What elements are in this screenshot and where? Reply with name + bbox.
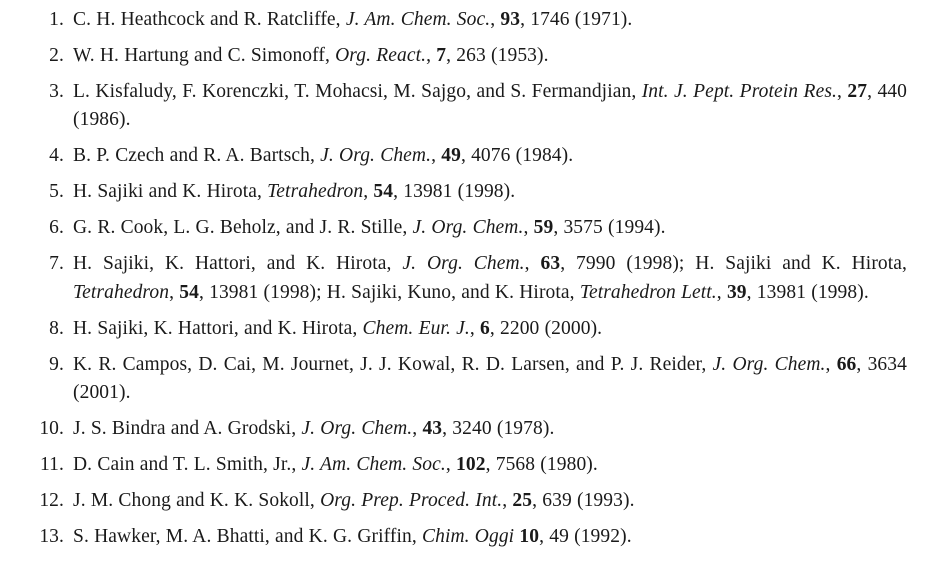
reference-segment: , 13981 (1998). <box>393 181 516 203</box>
reference-segment: H. Sajiki and K. Hirota, <box>73 181 268 203</box>
reference-item <box>26 78 907 135</box>
reference-number: 7. <box>49 253 64 275</box>
reference-segment: G. R. Cook, L. G. Beholz, and J. R. Stille, <box>73 217 413 239</box>
reference-segment: 63 <box>540 253 561 275</box>
reference-segment: 10 <box>519 526 540 548</box>
reference-number: 4. <box>49 145 64 167</box>
reference-segment: , <box>836 80 848 102</box>
reference-segment: W. H. Hartung and C. Simonoff, <box>73 44 336 66</box>
reference-segment: Tetrahedron Lett. <box>579 281 717 303</box>
reference-segment: , <box>431 145 442 167</box>
reference-segment: J. Org. Chem. <box>301 418 413 440</box>
reference-segment: 43 <box>422 418 443 440</box>
reference-segment: , 3240 (1978). <box>442 418 555 440</box>
reference-list <box>26 6 907 552</box>
reference-segment: J. Org. Chem. <box>402 253 525 275</box>
reference-segment: , 4076 (1984). <box>460 145 574 167</box>
reference-segment: , <box>426 44 437 66</box>
reference-segment: K. R. Campos, D. Cai, M. Journet, J. J. Kowal, R. D. Larsen, and P. J. Reider, <box>73 353 713 375</box>
reference-segment: 59 <box>533 217 554 239</box>
reference-segment: 39 <box>726 281 747 303</box>
reference-segment: 66 <box>836 353 857 375</box>
reference-segment: , 440 (1986). <box>73 80 908 131</box>
reference-segment: D. Cain and T. L. Smith, Jr., <box>73 454 302 476</box>
reference-segment: , 13981 (1998); H. Sajiki, Kuno, and K. Hirota, <box>198 281 580 303</box>
reference-segment: , <box>502 490 513 512</box>
reference-segment: S. Hawker, M. A. Bhatti, and K. G. Griffin, <box>73 526 422 548</box>
reference-item <box>26 250 907 307</box>
reference-segment: , <box>825 353 837 375</box>
reference-segment: Int. J. Pept. Protein Res. <box>641 80 837 102</box>
reference-segment: , <box>363 181 374 203</box>
reference-text <box>73 415 907 443</box>
reference-segment: , <box>445 454 457 476</box>
reference-segment: , 7568 (1980). <box>485 454 598 476</box>
reference-segment: H. Sajiki, K. Hattori, and K. Hirota, <box>73 317 363 339</box>
reference-item <box>26 351 907 408</box>
reference-segment: L. Kisfaludy, F. Korenczki, T. Mohacsi, M. Sajgo, and S. Fermandjian, <box>73 80 642 102</box>
reference-text <box>73 351 907 408</box>
reference-segment: J. M. Chong and K. K. Sokoll, <box>73 490 321 512</box>
reference-text <box>73 451 907 479</box>
reference-text <box>73 42 907 70</box>
reference-item <box>26 315 907 343</box>
reference-segment: , 1746 (1971). <box>520 9 633 30</box>
reference-text <box>73 6 907 34</box>
reference-segment: , <box>716 281 727 303</box>
reference-segment: J. Org. Chem. <box>412 217 524 239</box>
reference-segment: 54 <box>179 281 199 303</box>
reference-segment: , 3575 (1994). <box>553 217 666 239</box>
reference-number: 8. <box>49 317 64 339</box>
reference-segment: Org. Prep. Proced. Int. <box>320 490 503 512</box>
reference-item <box>26 487 907 515</box>
reference-segment: 102 <box>456 454 486 476</box>
reference-text <box>73 487 907 515</box>
reference-segment: J. Org. Chem. <box>712 353 826 375</box>
reference-number: 10. <box>39 418 64 440</box>
reference-segment: , <box>469 317 480 339</box>
reference-segment: , <box>523 217 534 239</box>
reference-segment: , <box>412 418 423 440</box>
reference-segment: , 639 (1993). <box>532 490 635 512</box>
reference-segment: Tetrahedron <box>267 181 364 203</box>
reference-text <box>73 142 907 170</box>
reference-segment: 25 <box>512 490 533 512</box>
reference-segment: 7 <box>436 44 447 66</box>
reference-segment: J. S. Bindra and A. Grodski, <box>73 418 302 440</box>
reference-segment: , 263 (1953). <box>446 44 549 66</box>
reference-segment: C. H. Heathcock and R. Ratcliffe, <box>73 9 346 30</box>
reference-segment: 6 <box>480 317 490 339</box>
reference-text <box>73 523 907 551</box>
reference-item <box>26 415 907 443</box>
reference-segment: 54 <box>373 181 394 203</box>
reference-number: 2. <box>49 44 64 66</box>
reference-text <box>73 315 907 343</box>
reference-segment: Chim. Oggi <box>421 526 515 548</box>
reference-segment: , <box>169 281 180 303</box>
reference-number: 12. <box>39 490 64 512</box>
reference-segment: J. Am. Chem. Soc. <box>301 454 446 476</box>
reference-segment: 49 <box>441 145 461 167</box>
reference-segment: , 2200 (2000). <box>489 317 603 339</box>
reference-segment: Chem. Eur. J. <box>362 317 470 339</box>
reference-number: 11. <box>40 454 64 476</box>
reference-segment: B. P. Czech and R. A. Bartsch, <box>73 145 321 167</box>
reference-text <box>73 250 907 307</box>
reference-item <box>26 178 907 206</box>
reference-number: 1. <box>49 9 64 30</box>
reference-segment: Org. React. <box>335 44 427 66</box>
reference-number: 3. <box>49 80 64 102</box>
reference-segment: 93 <box>500 9 521 30</box>
reference-segment: Tetrahedron <box>73 281 170 303</box>
reference-segment: , <box>524 253 541 275</box>
reference-number: 9. <box>49 353 64 375</box>
reference-segment: , 49 (1992). <box>539 526 632 548</box>
reference-text <box>73 78 907 135</box>
reference-segment: , 3634 (2001). <box>73 353 907 404</box>
reference-segment: , 13981 (1998). <box>746 281 869 303</box>
reference-text <box>73 214 907 242</box>
reference-item <box>26 42 907 70</box>
reference-number: 13. <box>39 526 64 548</box>
reference-segment: , 7990 (1998); H. Sajiki and K. Hirota, <box>560 253 908 275</box>
reference-segment: , <box>490 9 501 30</box>
reference-item <box>26 142 907 170</box>
reference-segment: 27 <box>847 80 868 102</box>
reference-segment: J. Am. Chem. Soc. <box>345 9 491 30</box>
reference-segment: J. Org. Chem. <box>320 145 432 167</box>
reference-segment: H. Sajiki, K. Hattori, and K. Hirota, <box>73 253 403 275</box>
reference-item <box>26 214 907 242</box>
reference-item <box>26 451 907 479</box>
reference-item <box>26 523 907 551</box>
reference-text <box>73 178 907 206</box>
reference-number: 6. <box>49 217 64 239</box>
reference-number: 5. <box>49 181 64 203</box>
reference-item <box>26 6 907 34</box>
